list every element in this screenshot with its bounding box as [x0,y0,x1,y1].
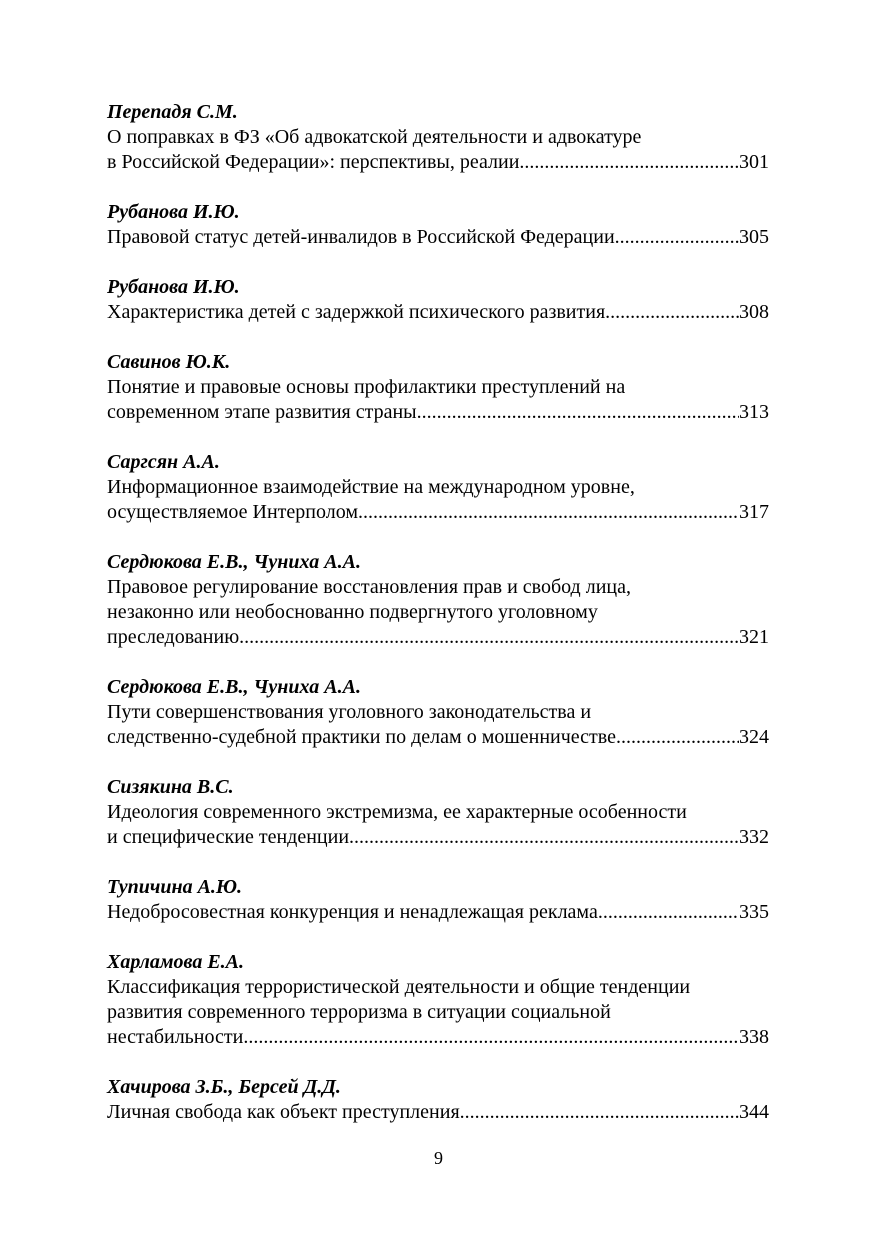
entry-title-text: Правовой статус детей-инвалидов в Российской Федерации [107,226,615,248]
entry-author: Харламова Е.А. [107,951,245,973]
entry-author: Тупичина А.Ю. [107,876,243,898]
entry-title-text: и специфические тенденции [107,826,350,848]
entry-title-line: незаконно или необоснованно подвергнутого уголовному [107,601,598,623]
entry-page-number: 332 [739,826,769,848]
entry-author: Хачирова З.Б., Берсей Д.Д. [107,1076,341,1098]
entry-title-last-line [107,1100,769,1125]
entry-title-line: Идеология современного экстремизма, ее характерные особенности [107,801,687,823]
entry-page-number: 324 [739,726,769,748]
entry-title-text: современном этапе развития страны [107,401,417,423]
entry-page-number: 317 [739,501,769,523]
toc-entry [107,950,769,1050]
toc-entry [107,875,769,925]
entry-title-last-line [107,825,769,850]
toc-entry [107,775,769,850]
leader-dots [358,500,739,525]
entry-title-line: Понятие и правовые основы профилактики преступлений на [107,376,626,398]
entry-page-number: 344 [739,1101,769,1123]
entry-title-text: Недобросовестная конкуренция и ненадлежащая реклама [107,901,598,923]
entry-title-line: О поправках в ФЗ «Об адвокатской деятельности и адвокатуре [107,126,642,148]
entry-title-last-line [107,1025,769,1050]
toc-entry [107,100,769,175]
entry-page-number: 313 [739,401,769,423]
entry-author: Саргсян А.А. [107,451,220,473]
toc-entry [107,275,769,325]
entry-page-number: 338 [739,1026,769,1048]
toc-entry [107,675,769,750]
entry-title-last-line [107,300,769,325]
entry-title-text: в Российской Федерации»: перспективы, реалии [107,151,520,173]
entry-title-line: Классификация террористической деятельности и общие тенденции [107,976,691,998]
toc-entry [107,1075,769,1125]
entry-title-line: Правовое регулирование восстановления прав и свобод лица, [107,576,631,598]
entry-author: Рубанова И.Ю. [107,276,240,298]
entry-title-text: преследованию [107,626,240,648]
entry-title-text: Личная свобода как объект преступления [107,1101,460,1123]
table-of-contents [107,100,769,1150]
leader-dots [417,400,739,425]
entry-page-number: 335 [739,901,769,923]
entry-title-text: осуществляемое Интерполом [107,501,358,523]
entry-author: Сердюкова Е.В., Чуниха А.А. [107,676,361,698]
toc-entry [107,350,769,425]
entry-title-line: развития современного терроризма в ситуации социальной [107,1001,611,1023]
entry-page-number: 321 [739,626,769,648]
toc-entry [107,200,769,250]
leader-dots [519,150,739,175]
toc-entry [107,550,769,650]
page-number: 9 [434,1148,443,1168]
entry-title-text: нестабильности [107,1026,244,1048]
entry-page-number: 301 [739,151,769,173]
entry-title-last-line [107,400,769,425]
entry-title-text: следственно-судебной практики по делам о мошенничестве [107,726,616,748]
entry-title-last-line [107,150,769,175]
entry-page-number: 308 [739,301,769,323]
entry-title-last-line [107,225,769,250]
entry-author: Сердюкова Е.В., Чуниха А.А. [107,551,361,573]
entry-author: Рубанова И.Ю. [107,201,240,223]
entry-page-number: 305 [739,226,769,248]
leader-dots [349,825,739,850]
entry-title-last-line [107,625,769,650]
leader-dots [460,1100,739,1125]
entry-author: Перепадя С.М. [107,101,238,123]
entry-title-text: Характеристика детей с задержкой психического развития [107,301,606,323]
leader-dots [616,725,739,750]
entry-title-last-line [107,900,769,925]
leader-dots [598,900,739,925]
entry-author: Сизякина В.С. [107,776,234,798]
entry-title-last-line [107,500,769,525]
toc-entry [107,450,769,525]
entry-title-last-line [107,725,769,750]
leader-dots [615,225,739,250]
leader-dots [605,300,739,325]
entry-title-line: Информационное взаимодействие на международном уровне, [107,476,635,498]
leader-dots [243,1025,739,1050]
entry-title-line: Пути совершенствования уголовного законодательства и [107,701,592,723]
entry-author: Савинов Ю.К. [107,351,231,373]
leader-dots [239,625,739,650]
